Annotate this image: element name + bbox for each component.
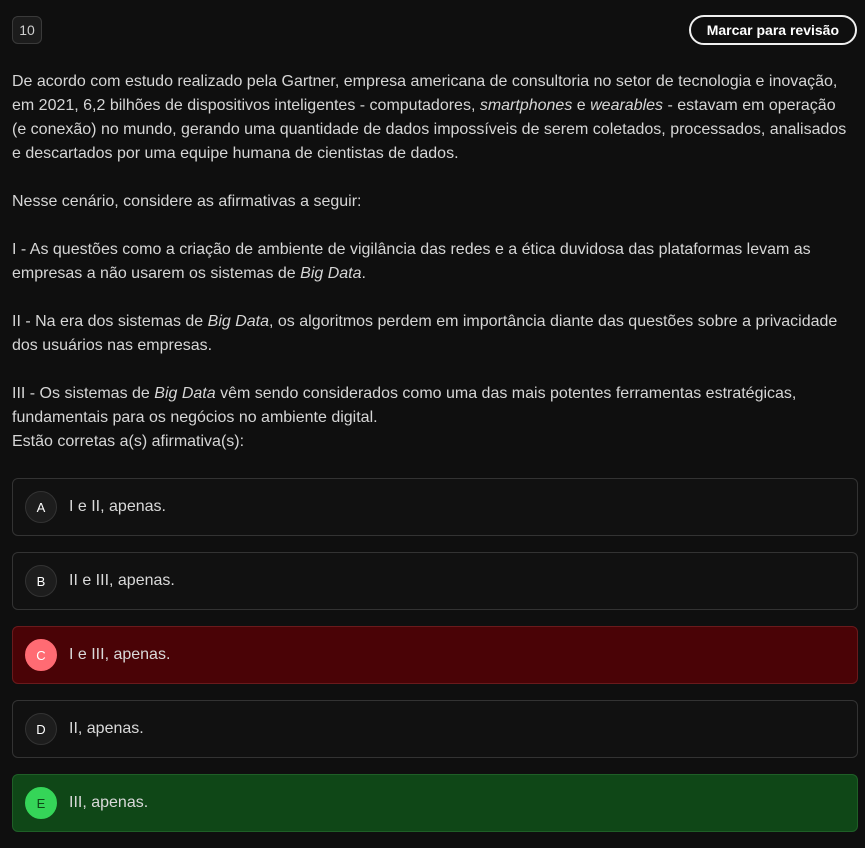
text-run: - estavam em operação (e conexão) no mundo, gerando uma quantidade de dados impossíveis de serem coletados, processados, analisados e descartados por uma equipe humana de cientistas de dados. <box>12 97 847 162</box>
italic-term: Big Data <box>154 385 216 402</box>
option-b[interactable] <box>12 552 858 610</box>
option-e[interactable] <box>12 774 858 832</box>
option-text: I e II, apenas. <box>69 498 166 515</box>
option-letter-badge: D <box>25 713 57 745</box>
question-prompt: Estão corretas a(s) afirmativa(s): <box>12 433 245 450</box>
question-number: 10 <box>12 16 42 44</box>
italic-term: Big Data <box>207 313 270 330</box>
italic-term: Big Data <box>300 265 362 282</box>
italic-term: wearables <box>590 97 664 114</box>
text-run: , os algoritmos perdem em importância diante das questões sobre a privacidade dos usuários nas empresas. <box>12 313 838 354</box>
option-a[interactable] <box>12 478 858 536</box>
text-run: De acordo com estudo realizado pela Gartner, empresa americana de consultoria no setor de tecnologia e inovação, em 2021, 6,2 bilhões de dispositivos inteligentes - computadores, <box>12 73 838 114</box>
text-run: e <box>572 97 591 114</box>
option-letter-badge: C <box>25 639 57 671</box>
statement-ii <box>12 310 847 358</box>
option-text: II e III, apenas. <box>69 572 175 589</box>
option-text: II, apenas. <box>69 720 144 737</box>
option-c[interactable] <box>12 626 858 684</box>
text-run: vêm sendo considerados como uma das mais potentes ferramentas estratégicas, fundamentais para os negócios no ambiente digital. <box>12 385 797 426</box>
answer-options <box>12 478 858 848</box>
italic-term: smartphones <box>479 97 573 114</box>
text-run: I - As questões como a criação de ambiente de vigilância das redes e a ética duvidosa das plataformas levam as empresas a não usarem os sistemas de <box>12 241 811 282</box>
text-run: III - Os sistemas de <box>12 385 155 402</box>
option-letter-badge: E <box>25 787 57 819</box>
text-run: Nesse cenário, considere as afirmativas a seguir: <box>12 193 362 210</box>
option-letter-badge: A <box>25 491 57 523</box>
option-letter-badge: B <box>25 565 57 597</box>
option-text: I e III, apenas. <box>69 646 171 663</box>
statement-i <box>12 238 847 286</box>
text-run: II - Na era dos sistemas de <box>12 313 208 330</box>
question-statement <box>12 70 847 454</box>
option-d[interactable] <box>12 700 858 758</box>
statement-iii <box>12 382 847 430</box>
paragraph-consider <box>12 190 847 214</box>
option-text: III, apenas. <box>69 794 149 811</box>
text-run: . <box>361 265 366 282</box>
mark-for-review-button[interactable]: Marcar para revisão <box>689 15 857 45</box>
paragraph-intro <box>12 70 847 166</box>
